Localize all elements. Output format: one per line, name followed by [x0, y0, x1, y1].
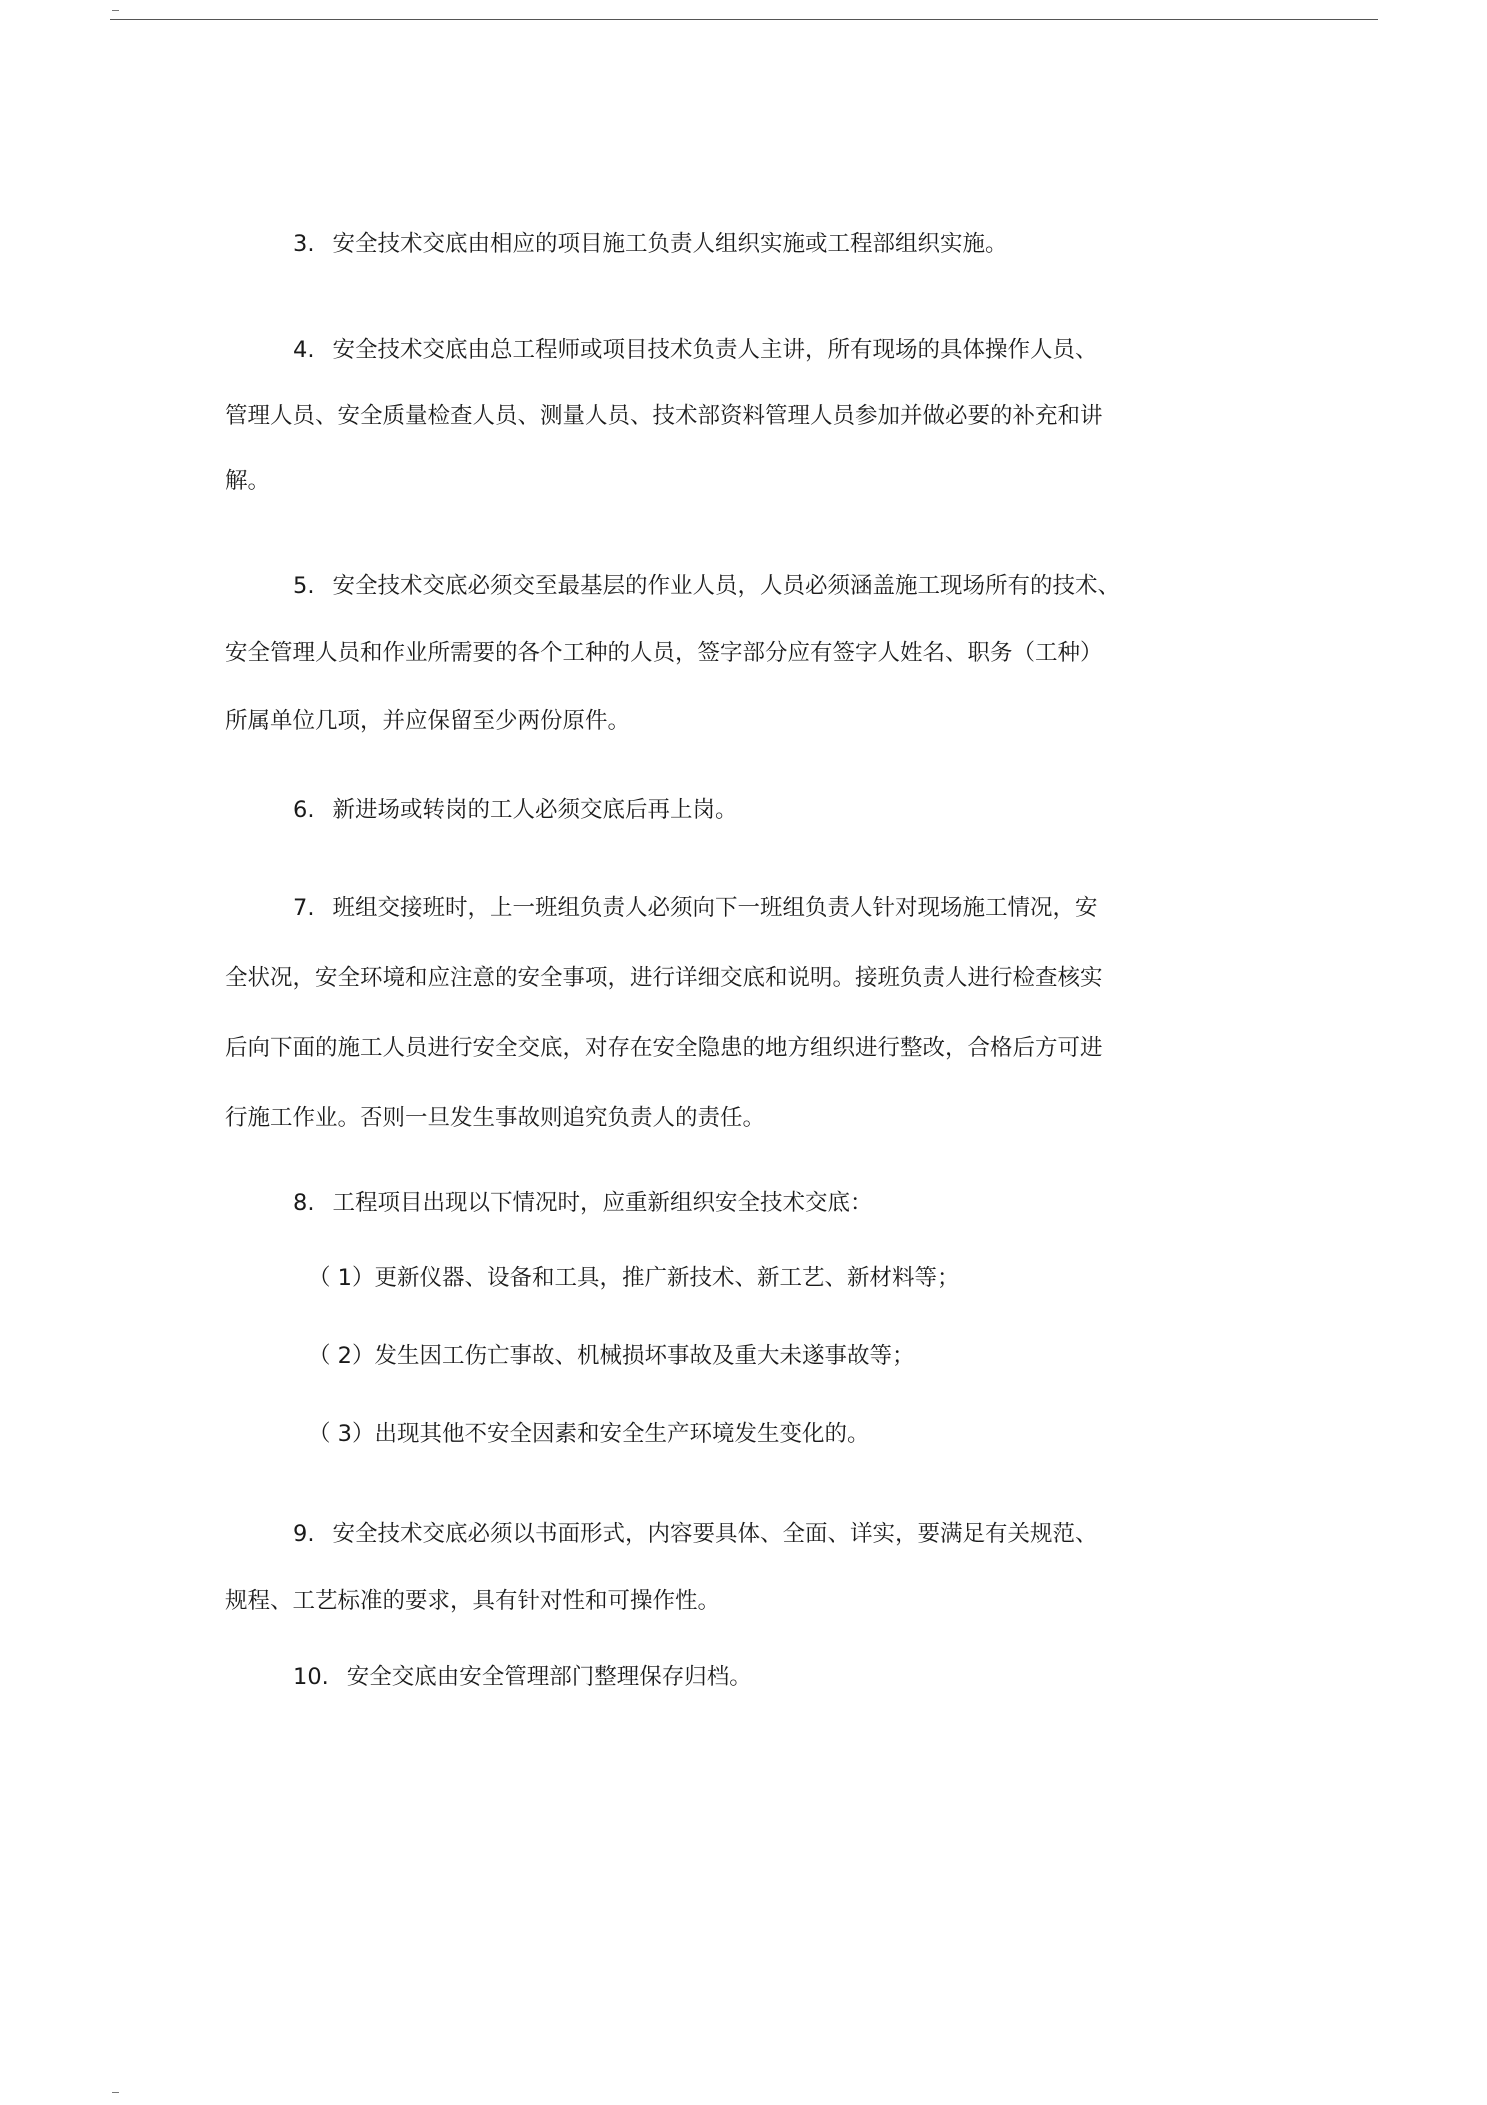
- item-7-line-2: 全状况，安全环境和应注意的安全事项，进行详细交底和说明。接班负责人进行检查核实: [225, 965, 1103, 991]
- item-number: 9.: [293, 1521, 315, 1547]
- item-number: 10.: [293, 1664, 329, 1690]
- item-8-line-1: [293, 1188, 872, 1218]
- item-10-line-1: [293, 1662, 752, 1692]
- header-rule: [110, 19, 1378, 20]
- item-5-line-1: [293, 571, 1120, 601]
- item-number: 6.: [293, 797, 315, 823]
- item-number: 3.: [293, 231, 315, 257]
- item-4-line-2: 管理人员、安全质量检查人员、测量人员、技术部资料管理人员参加并做必要的补充和讲: [225, 403, 1103, 429]
- item-text: 安全技术交底必须以书面形式，内容要具体、全面、详实，要满足有关规范、: [332, 1521, 1098, 1547]
- item-text: 安全交底由安全管理部门整理保存归档。: [346, 1664, 752, 1690]
- item-number: 4.: [293, 337, 315, 363]
- item-text: 安全技术交底由相应的项目施工负责人组织实施或工程部组织实施。: [332, 231, 1008, 257]
- item-text: 安全技术交底由总工程师或项目技术负责人主讲，所有现场的具体操作人员、: [332, 337, 1098, 363]
- item-7-line-3: 后向下面的施工人员进行安全交底，对存在安全隐患的地方组织进行整改，合格后方可进: [225, 1035, 1103, 1061]
- item-4-line-3: 解。: [225, 468, 271, 494]
- sub-item-2: （ 2）发生因工伤亡事故、机械损坏事故及重大未遂事故等；: [308, 1343, 915, 1369]
- item-text: 安全技术交底必须交至最基层的作业人员，人员必须涵盖施工现场所有的技术、: [332, 573, 1120, 599]
- item-3-line-1: [293, 229, 1007, 259]
- item-5-line-3: 所属单位几项，并应保留至少两份原件。: [225, 708, 631, 734]
- sub-item-1: （ 1）更新仪器、设备和工具，推广新技术、新工艺、新材料等；: [308, 1265, 960, 1291]
- item-9-line-1: [293, 1519, 1097, 1549]
- item-text: 班组交接班时，上一班组负责人必须向下一班组负责人针对现场施工情况，安: [332, 895, 1098, 921]
- item-9-line-2: 规程、工艺标准的要求，具有针对性和可操作性。: [225, 1588, 721, 1614]
- item-number: 5.: [293, 573, 315, 599]
- item-5-line-2: 安全管理人员和作业所需要的各个工种的人员，签字部分应有签字人姓名、职务（工种）: [225, 640, 1103, 666]
- item-4-line-1: [293, 335, 1097, 365]
- item-text: 工程项目出现以下情况时，应重新组织安全技术交底：: [332, 1190, 873, 1216]
- item-number: 7.: [293, 895, 315, 921]
- corner-mark-bottom: [112, 2092, 119, 2093]
- corner-mark-top: [112, 10, 119, 11]
- sub-item-3: （ 3）出现其他不安全因素和安全生产环境发生变化的。: [308, 1421, 870, 1447]
- item-7-line-4: 行施工作业。否则一旦发生事故则追究负责人的责任。: [225, 1105, 766, 1131]
- item-text: 新进场或转岗的工人必须交底后再上岗。: [332, 797, 738, 823]
- item-6-line-1: [293, 795, 737, 825]
- item-7-line-1: [293, 893, 1097, 923]
- item-number: 8.: [293, 1190, 315, 1216]
